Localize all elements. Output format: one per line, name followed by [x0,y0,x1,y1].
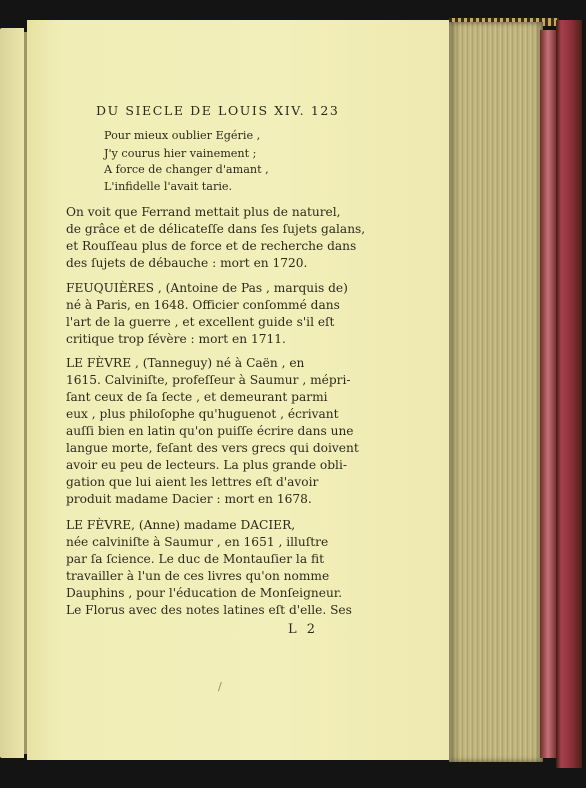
paragraph-line: avoir eu peu de lecteurs. La plus grande obli- [66,458,347,472]
paragraph-line: né à Paris, en 1648. Officier conſommé dans [66,298,340,312]
paragraph-line: produit madame Dacier : mort en 1678. [66,492,312,506]
running-header: DU SIECLE DE LOUIS XIV. 123 [96,103,340,118]
paragraph-line: de grâce et de délicateſſe dans ſes ſujets galans, [66,222,366,236]
book-spine [556,20,582,768]
left-page-edge [0,28,24,758]
paragraph-line: auſſi bien en latin qu'on puiſſe écrire dans une [66,424,354,438]
paragraph-line: LE FÈVRE , (Tanneguy) né à Caën , en [66,356,305,370]
paragraph-line: l'art de la guerre , et excellent guide s'il eſt [66,315,335,329]
verse-line: Pour mieux oublier Egérie , [104,129,261,142]
paragraph-line: langue morte, feſant des vers grecs qui doivent [66,441,359,455]
paragraph-line: FEUQUIÈRES , (Antoine de Pas , marquis de) [66,281,348,295]
paragraph-line: ſant ceux de ſa ſecte , et demeurant parmi [66,390,328,404]
verse-line: J'y courus hier vainement ; [104,147,257,160]
paragraph-line: 1615. Calviniſte, profeſſeur à Saumur , mépri- [66,373,351,387]
paragraph-line: critique trop ſévère : mort en 1711. [66,332,286,346]
paragraph-line: eux , plus philoſophe qu'huguenot , écrivant [66,407,339,421]
paragraph-line: par ſa ſcience. Le duc de Montauſier la fit [66,552,324,566]
cover-edge [540,30,556,758]
paragraph-line: et Rouſſeau plus de force et de recherche dans [66,239,357,253]
paragraph-line: Dauphins , pour l'éducation de Monſeigneur. [66,586,343,600]
paragraph-line: LE FÈVRE, (Anne) madame DACIER, [66,518,296,532]
paragraph-line: gation que lui aient les lettres eſt d'avoir [66,475,319,489]
paragraph-line: des ſujets de débauche : mort en 1720. [66,256,308,270]
verse-line: A force de changer d'amant , [104,163,269,176]
page-stack [449,22,543,762]
stray-mark: / [218,680,222,693]
signature-mark: L 2 [288,622,319,637]
paragraph-line: On voit que Ferrand mettait plus de naturel, [66,205,341,219]
paragraph-line: travailler à l'un de ces livres qu'on nomme [66,569,330,583]
verse-line: L'infidelle l'avait tarie. [104,180,233,193]
paragraph-line: Le Florus avec des notes latines eſt d'elle. Ses [66,603,352,617]
paragraph-line: née calviniſte à Saumur , en 1651 , illuſtre [66,535,329,549]
